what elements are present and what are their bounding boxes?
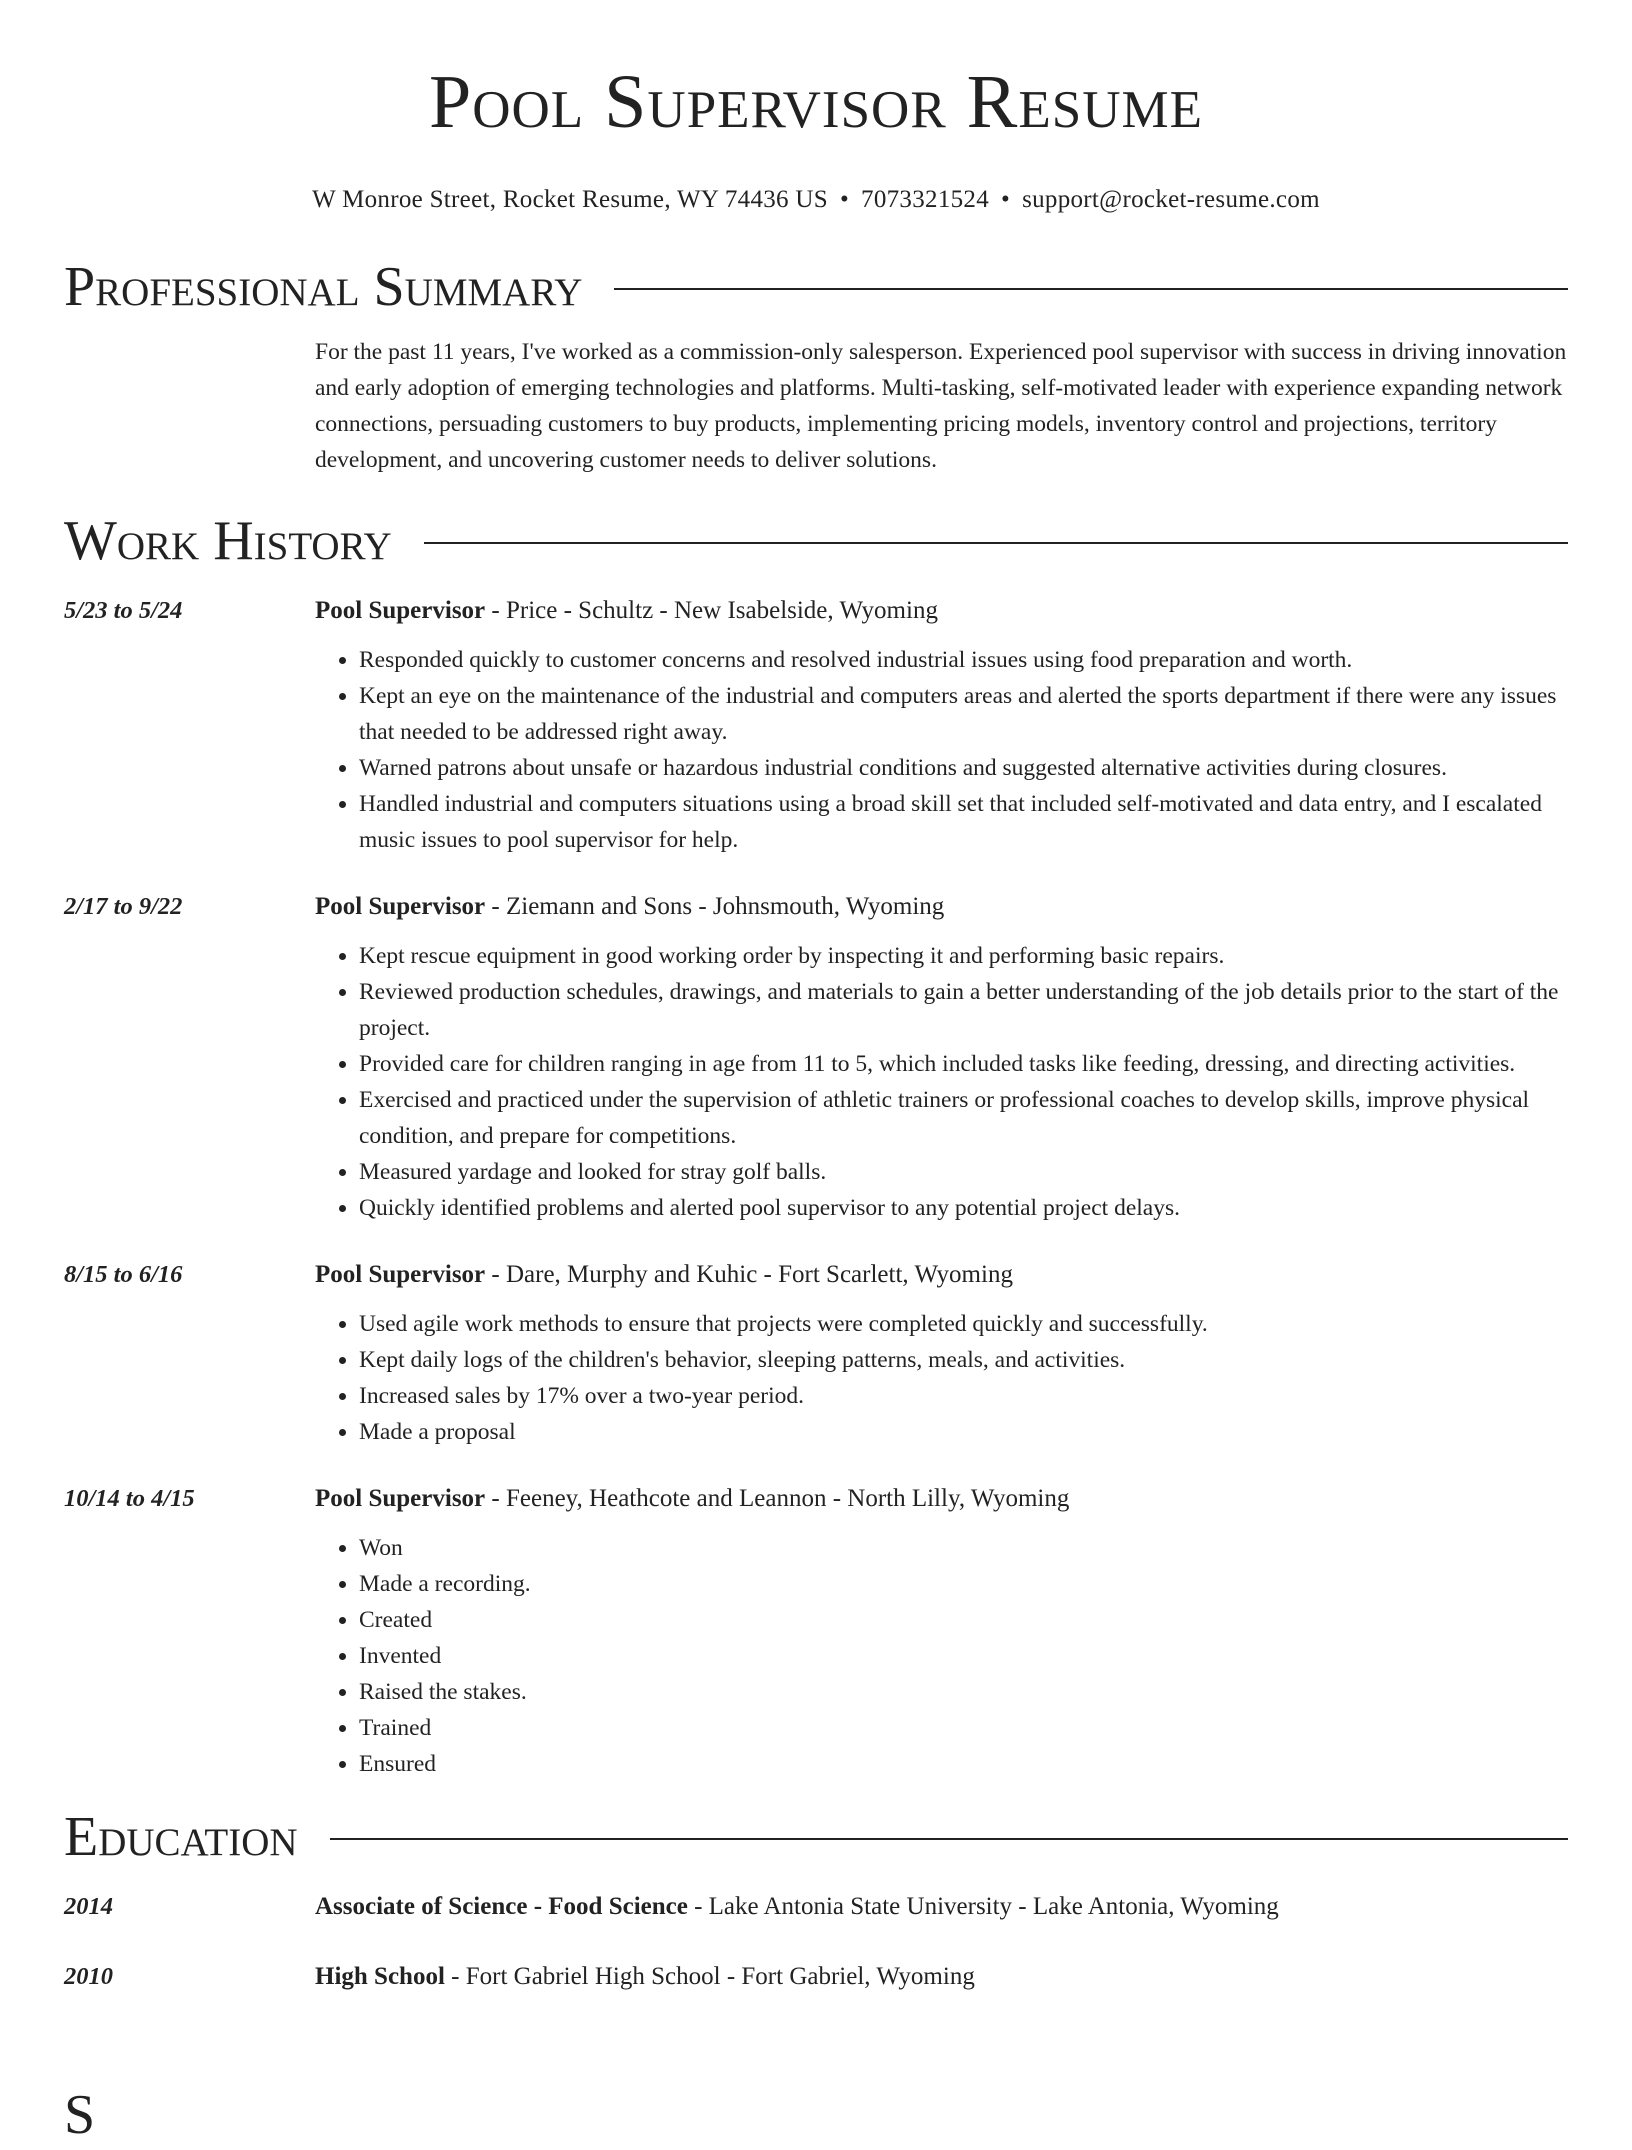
job-details: - Dare, Murphy and Kuhic - Fort Scarlett, Wyoming: [485, 1261, 1013, 1288]
education-heading-text: Education: [64, 1806, 298, 1868]
job-bullet-list: [315, 1530, 1568, 1782]
list-item: • Kept an eye on the maintenance of the industrial and computers areas and alerted the sports department if there were any issues that needed to be addressed right away.: [359, 678, 1568, 750]
section-divider: [330, 1838, 1568, 1840]
list-item: • Handled industrial and computers situations using a broad skill set that included self-motivated and data entry, and I escalated music issues to pool supervisor for help.: [359, 786, 1568, 858]
contact-address: W Monroe Street, Rocket Resume, WY 74436 US: [312, 186, 828, 213]
list-item: • Warned patrons about unsafe or hazardous industrial conditions and suggested alternative activities during closures.: [359, 750, 1568, 786]
list-item: • Provided care for children ranging in age from 11 to 5, which included tasks like feeding, dressing, and directing activities.: [359, 1046, 1568, 1082]
list-item: • Made a proposal: [359, 1414, 1568, 1450]
job-bullet-list: [315, 1306, 1568, 1450]
education-line: [315, 1890, 1568, 1924]
list-item: • Quickly identified problems and alerted pool supervisor to any potential project delays.: [359, 1190, 1568, 1226]
job-body: [315, 1258, 1568, 1450]
job-details: - Feeney, Heathcote and Leannon - North Lilly, Wyoming: [485, 1485, 1070, 1512]
job-entry: [64, 594, 1568, 858]
list-item: • Increased sales by 17% over a two-year period.: [359, 1378, 1568, 1414]
job-bullet-list: [315, 938, 1568, 1226]
job-entry: [64, 1258, 1568, 1450]
job-body: [315, 594, 1568, 858]
job-bullet-list: [315, 642, 1568, 858]
education-details: - Fort Gabriel High School - Fort Gabriel, Wyoming: [444, 1963, 975, 1990]
list-item: • Measured yardage and looked for stray golf balls.: [359, 1154, 1568, 1190]
job-title: Pool Supervisor: [315, 1485, 486, 1512]
list-item: • Made a recording.: [359, 1566, 1568, 1602]
contact-email: support@rocket-resume.com: [1022, 186, 1320, 213]
list-item: • Reviewed production schedules, drawings, and materials to gain a better understanding of the job details prior to the start of the project.: [359, 974, 1568, 1046]
section-divider: [424, 542, 1568, 544]
list-item: • Won: [359, 1530, 1568, 1566]
education-degree: High School: [315, 1963, 445, 1990]
summary-section-heading: [64, 252, 1568, 322]
list-item: • Raised the stakes.: [359, 1674, 1568, 1710]
contact-separator: •: [1001, 186, 1011, 213]
job-details: - Ziemann and Sons - Johnsmouth, Wyoming: [485, 893, 945, 920]
list-item: • Kept rescue equipment in good working order by inspecting it and performing basic repairs.: [359, 938, 1568, 974]
job-dates: 8/15 to 6/16: [64, 1261, 183, 1288]
education-section-heading: [64, 1802, 1568, 1872]
resume-page: [64, 0, 1568, 1994]
job-details: - Price - Schultz - New Isabelside, Wyoming: [485, 597, 938, 624]
education-year: 2014: [64, 1893, 113, 1920]
education-entry: [64, 1890, 1568, 1924]
job-dates: 2/17 to 9/22: [64, 893, 183, 920]
list-item: • Trained: [359, 1710, 1568, 1746]
education-details: - Lake Antonia State University - Lake Antonia, Wyoming: [687, 1893, 1279, 1920]
work-section-heading: [64, 506, 1568, 576]
work-heading-text: Work History: [64, 510, 392, 572]
list-item: • Responded quickly to customer concerns and resolved industrial issues using food preparation and worth.: [359, 642, 1568, 678]
list-item: • Ensured: [359, 1746, 1568, 1782]
education-degree: Associate of Science - Food Science: [315, 1893, 688, 1920]
education-entry: [64, 1960, 1568, 1994]
list-item: • Exercised and practiced under the supervision of athletic trainers or professional coaches to develop skills, improve physical condition, and prepare for competitions.: [359, 1082, 1568, 1154]
job-heading: [315, 1482, 1568, 1516]
next-section-heading-partial: S: [64, 2084, 96, 2146]
job-dates: 10/14 to 4/15: [64, 1485, 195, 1512]
job-heading: [315, 594, 1568, 628]
job-title: Pool Supervisor: [315, 1261, 486, 1288]
list-item: • Created: [359, 1602, 1568, 1638]
section-divider: [614, 288, 1568, 290]
resume-title: Pool Supervisor Resume: [428, 60, 1204, 144]
job-dates: 5/23 to 5/24: [64, 597, 183, 624]
job-title: Pool Supervisor: [315, 597, 486, 624]
job-entry: [64, 890, 1568, 1226]
education-year: 2010: [64, 1963, 113, 1990]
contact-phone: 7073321524: [861, 186, 990, 213]
job-body: [315, 1482, 1568, 1782]
job-heading: [315, 890, 1568, 924]
job-entry: [64, 1482, 1568, 1782]
job-heading: [315, 1258, 1568, 1292]
job-title: Pool Supervisor: [315, 893, 486, 920]
list-item: • Used agile work methods to ensure that projects were completed quickly and successfully.: [359, 1306, 1568, 1342]
summary-heading-text: Professional Summary: [64, 256, 583, 318]
contact-line: [64, 184, 1568, 216]
job-body: [315, 890, 1568, 1226]
list-item: • Kept daily logs of the children's behavior, sleeping patterns, meals, and activities.: [359, 1342, 1568, 1378]
education-line: [315, 1960, 1568, 1994]
contact-separator: •: [839, 186, 850, 213]
summary-text: For the past 11 years, I've worked as a commission-only salesperson. Experienced pool supervisor with success in driving innovation and early adoption of emerging technologies and platforms. Multi-tasking, self-motivated leader with experience expanding network connections, persuading customers to buy products, implementing pricing models, inventory control and projections, territory development, and uncovering customer needs to deliver solutions.: [315, 339, 1567, 473]
list-item: • Invented: [359, 1638, 1568, 1674]
